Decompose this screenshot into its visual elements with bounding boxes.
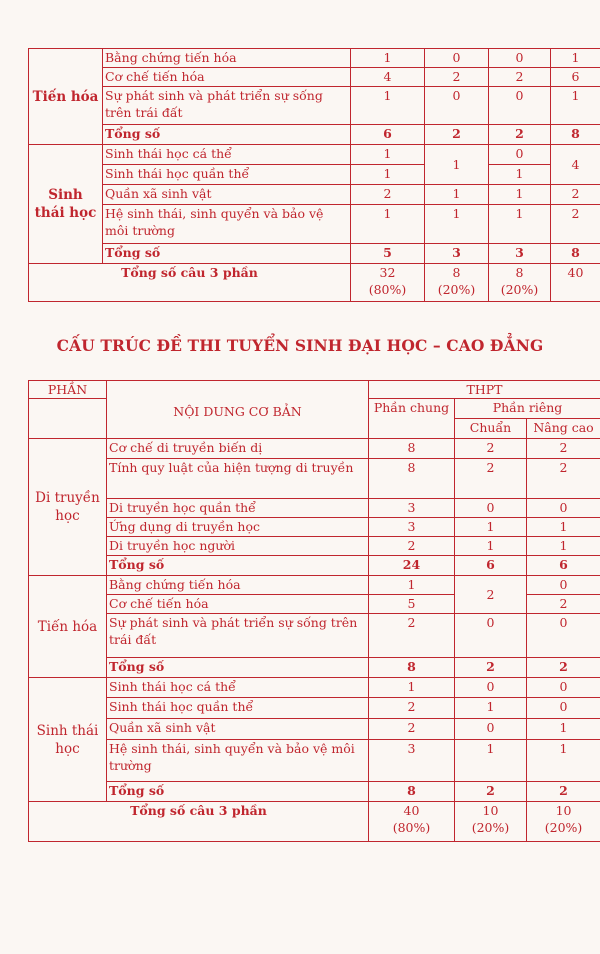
cell-value: 8 [369,459,455,499]
cell-value: 6 [455,556,527,576]
table-row-total [29,556,600,576]
cell-value: 0 [527,678,600,698]
cell-value: 1 [527,537,600,556]
cell-value: 1 [369,576,455,595]
cell-value: 0 [455,499,527,518]
cell-percent: (80%) [368,282,407,297]
table-row [29,499,600,518]
cell-value: 0 [527,499,600,518]
row-name: Sinh thái học quần thể [107,698,369,719]
row-name: Sự phát sinh và phát triển sự sống trên trái đất [103,87,351,125]
cell-value: 1 [551,87,600,125]
table-row [29,537,600,556]
cell-value: 2 [369,698,455,719]
cell-value: 2 [527,459,600,499]
row-name: Bằng chứng tiến hóa [103,49,351,68]
cell-value: 2 [455,658,527,678]
cell-value: 0 [489,49,551,68]
cell-value: 24 [369,556,455,576]
row-name: Tổng số [107,658,369,678]
cell-percent: (20%) [500,282,539,297]
table-row [29,439,600,459]
cell-value: 2 [369,614,455,658]
row-name: Hệ sinh thái, sinh quyển và bảo vệ môi trường [103,205,351,244]
cell-value: 1 [489,185,551,205]
cell-value: 1 [351,145,425,165]
cell-value: 3 [489,244,551,264]
cell-value: 8 [515,265,524,280]
cell-value: 4 [351,68,425,87]
row-name: Tổng số [103,125,351,145]
table-row [29,678,600,698]
cell-value: 3 [369,740,455,782]
cell-value: 2 [455,576,527,614]
cell-value: 40 [403,803,420,818]
row-name: Quần xã sinh vật [107,719,369,740]
cell-value: 10 [482,803,499,818]
cell-value: 1 [455,740,527,782]
cell-value: 0 [455,719,527,740]
table-row-total [29,244,600,264]
table-row-total [29,658,600,678]
header-chuan: Chuẩn [455,419,527,439]
table-row [29,719,600,740]
cell-value: 32 [379,265,396,280]
table-row-grand-total [29,264,600,302]
cell-value: 2 [455,459,527,499]
cell-value: 2 [489,125,551,145]
cell-value: 6 [527,556,600,576]
cell-value: 1 [455,518,527,537]
cell-value: 1 [551,49,600,68]
cell-value: 8 [369,439,455,459]
table-row [29,698,600,719]
row-name: Di truyền học quần thể [107,499,369,518]
cell-value: 1 [455,537,527,556]
row-name: Tổng số [107,556,369,576]
cell-value: 2 [369,719,455,740]
section-label: Sinh thái học [29,678,107,802]
table-row [29,68,600,87]
row-name: Bằng chứng tiến hóa [107,576,369,595]
row-name: Tổng số [107,782,369,802]
cell-value: 1 [351,87,425,125]
row-name: Tính quy luật của hiện tượng di truyền [107,459,369,499]
cell-value: 1 [489,165,551,185]
cell-value: 8 [369,782,455,802]
row-name: Quần xã sinh vật [103,185,351,205]
cell-value: 2 [527,658,600,678]
cell-value: 0 [425,87,489,125]
cell-value: 2 [551,185,600,205]
cell-value: 6 [551,68,600,87]
cell-value: 0 [425,49,489,68]
table-row [29,518,600,537]
cell-value: 0 [527,614,600,658]
header-phan-chung: Phần chung [369,399,455,439]
row-name: Tổng số [103,244,351,264]
table-row [29,145,600,165]
row-name: Cơ chế tiến hóa [107,595,369,614]
cell-value: 3 [425,244,489,264]
row-name: Hệ sinh thái, sinh quyển và bảo vệ môi trường [107,740,369,782]
cell-percent: (20%) [544,820,583,835]
table-row [29,165,600,185]
section-label: Di truyền học [29,439,107,576]
cell-value: 3 [369,518,455,537]
cell-value: 1 [425,185,489,205]
cell-value: 0 [455,614,527,658]
cell-value: 2 [425,125,489,145]
cell-value: 2 [425,68,489,87]
row-name: Ứng dụng di truyền học [107,518,369,537]
cell-value: 1 [351,205,425,244]
cell-percent: (80%) [392,820,431,835]
cell-value: 0 [489,87,551,125]
cell-value: 3 [369,499,455,518]
header-row [29,381,600,399]
cell-percent: (20%) [437,282,476,297]
row-name: Sinh thái học quần thể [103,165,351,185]
grand-total-label: Tổng số câu 3 phần [29,264,351,302]
table-row [29,740,600,782]
cell-value: 2 [527,782,600,802]
grand-total-label: Tổng số câu 3 phần [29,802,369,842]
row-name: Sự phát sinh và phát triển sự sống trên trái đất [107,614,369,658]
cell-value: 4 [551,145,600,185]
cell-value: 1 [527,518,600,537]
table-row [29,185,600,205]
cell-value: 2 [369,537,455,556]
row-name: Sinh thái học cá thể [103,145,351,165]
row-name: Di truyền học người [107,537,369,556]
cell-value: 1 [351,165,425,185]
cell-value: 2 [455,439,527,459]
header-phan: PHẦN [29,381,107,399]
row-name: Sinh thái học cá thể [107,678,369,698]
table-structure [28,380,600,842]
cell-value: 2 [527,439,600,459]
cell-value: 1 [425,145,489,185]
cell-value: 2 [551,205,600,244]
cell-value: 1 [425,205,489,244]
table-row-total [29,782,600,802]
cell-value: 0 [455,678,527,698]
header-empty [29,399,107,439]
cell-value: 1 [369,678,455,698]
table-row-grand-total [29,802,600,842]
cell-value: 0 [489,145,551,165]
cell-value: 0 [527,698,600,719]
table-top [28,48,600,302]
page-title: CẤU TRÚC ĐỀ THI TUYỂN SINH ĐẠI HỌC – CAO ĐẲNG [56,336,544,355]
row-name: Cơ chế di truyền biến dị [107,439,369,459]
table-row [29,459,600,499]
cell-value: 2 [527,595,600,614]
row-name: Cơ chế tiến hóa [103,68,351,87]
cell-value: 5 [369,595,455,614]
table-row [29,614,600,658]
header-thpt: THPT [369,381,600,399]
cell-value: 8 [452,265,461,280]
cell-value: 5 [351,244,425,264]
cell-value: 8 [551,125,600,145]
table-row [29,205,600,244]
cell-value: 40 [551,264,600,302]
cell-value: 2 [455,782,527,802]
cell-percent: (20%) [471,820,510,835]
table-row [29,87,600,125]
cell-value: 1 [489,205,551,244]
cell-value: 2 [351,185,425,205]
section-label: Tiến hóa [29,49,103,145]
header-nang-cao: Nâng cao [527,419,600,439]
cell-value: 1 [455,698,527,719]
cell-value: 1 [351,49,425,68]
table-row [29,49,600,68]
cell-value: 0 [527,576,600,595]
table-row-total [29,125,600,145]
cell-value: 6 [351,125,425,145]
header-phan-rieng: Phần riêng [455,399,600,419]
cell-value: 10 [555,803,572,818]
header-noi-dung: NỘI DUNG CƠ BẢN [107,381,369,439]
section-label: Sinh thái học [29,145,103,264]
cell-value: 1 [527,719,600,740]
cell-value: 8 [551,244,600,264]
cell-value: 2 [489,68,551,87]
section-label: Tiến hóa [29,576,107,678]
table-row [29,576,600,595]
cell-value: 1 [527,740,600,782]
cell-value: 8 [369,658,455,678]
